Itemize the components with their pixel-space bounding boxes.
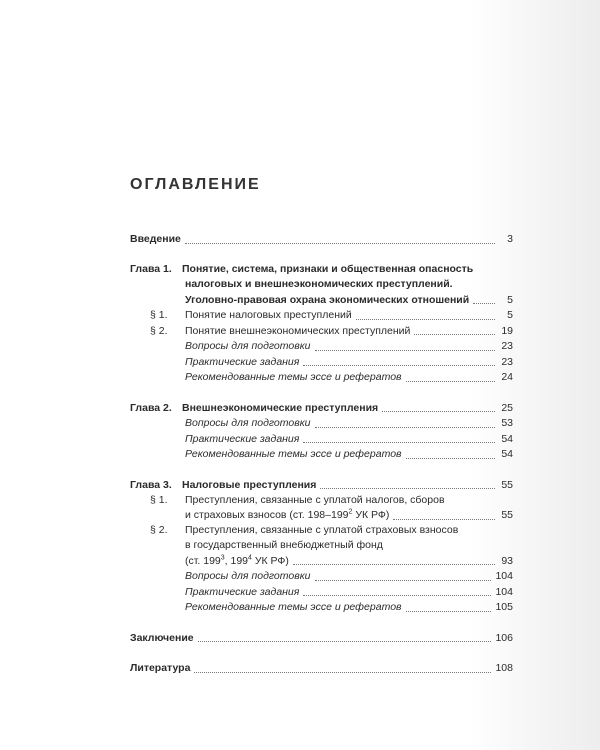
page-number: 53 (501, 417, 513, 429)
dot-leader (194, 672, 491, 673)
dot-leader (315, 350, 495, 351)
entry-label: Вопросы для подготовки (185, 417, 311, 429)
toc-entry-ch3-questions[interactable] (130, 569, 513, 585)
entry-label: Вопросы для подготовки (185, 570, 311, 582)
entry-label: Рекомендованные темы эссе и рефератов (185, 448, 402, 460)
entry-label: Практические задания (185, 585, 300, 598)
toc-entry-ch2-questions[interactable] (130, 416, 513, 432)
dot-leader (315, 427, 495, 428)
chapter-number: Глава 1. (130, 263, 172, 275)
page-number: 5 (507, 293, 513, 306)
toc-entry-chapter-2[interactable] (130, 401, 513, 417)
dot-leader (406, 458, 495, 459)
dot-leader (320, 488, 495, 489)
section-number: § 2. (150, 324, 168, 337)
section-number: § 1. (150, 493, 168, 506)
page-number: 25 (501, 401, 513, 414)
dot-leader (303, 365, 495, 366)
dot-leader (185, 243, 495, 244)
page-number: 108 (495, 662, 513, 674)
dot-leader (406, 381, 495, 382)
entry-label: Рекомендованные темы эссе и рефератов (185, 601, 402, 613)
toc-entry-chapter-1[interactable] (130, 293, 513, 309)
entry-label: Рекомендованные темы эссе и рефератов (185, 371, 402, 383)
dot-leader (406, 611, 492, 612)
chapter-number: Глава 2. (130, 401, 172, 414)
chapter-1-line-2 (130, 278, 513, 293)
chapter-title-line: налоговых и внешнеэкономических преступлений. (185, 278, 453, 290)
toc-entry-ch1-s2[interactable] (130, 324, 513, 340)
section-number: § 1. (150, 309, 168, 321)
dot-leader (382, 411, 495, 412)
page-number: 55 (501, 509, 513, 521)
ch3-s2-line-1 (130, 524, 513, 539)
toc-entry-literature[interactable] (130, 661, 513, 677)
page-number: 105 (495, 601, 513, 613)
page-title: ОГЛАВЛЕНИЕ (130, 176, 261, 193)
entry-label-line: в государственный внебюджетный фонд (185, 539, 383, 551)
entry-label: Литература (130, 662, 191, 674)
entry-label: Налоговые преступления (182, 478, 317, 491)
page-number: 24 (501, 371, 513, 383)
toc-entry-ch3-s1[interactable] (130, 508, 513, 524)
chapter-number: Глава 3. (130, 478, 172, 491)
dot-leader (473, 303, 495, 304)
toc-entry-ch2-practice[interactable] (130, 432, 513, 448)
toc-entry-ch3-topics[interactable] (130, 600, 513, 616)
toc-entry-ch1-s1[interactable] (130, 308, 513, 324)
toc-entry-ch3-practice[interactable] (130, 585, 513, 601)
page-number: 93 (501, 554, 513, 567)
toc-entry-ch3-s2[interactable] (130, 554, 513, 570)
entry-label-line: Преступления, связанные с уплатой налогов, сборов (185, 493, 445, 506)
page-number: 23 (501, 340, 513, 352)
page-number: 55 (501, 478, 513, 491)
page-number: 5 (507, 309, 513, 321)
table-of-contents (130, 232, 513, 677)
toc-entry-ch1-practice[interactable] (130, 355, 513, 371)
chapter-title-line: Понятие, система, признаки и общественная опасность (182, 263, 474, 275)
dot-leader (198, 641, 492, 642)
dot-leader (356, 319, 495, 320)
entry-label-line: и страховых взносов (ст. $198-199^2$ УК РФ) (185, 508, 390, 521)
section-number: § 2. (150, 524, 168, 536)
entry-label: Внешнеэкономические преступления (182, 401, 379, 414)
chapter-title-line: Уголовно-правовая охрана экономических отношений (185, 293, 470, 306)
ch3-s1-line-1 (130, 493, 513, 508)
toc-entry-ch2-topics[interactable] (130, 447, 513, 463)
dot-leader (303, 442, 495, 443)
entry-label: Понятие налоговых преступлений (185, 309, 352, 321)
dot-leader (393, 519, 495, 520)
dot-leader (293, 564, 495, 565)
dot-leader (303, 595, 491, 596)
entry-label: Вопросы для подготовки (185, 340, 311, 352)
page-number: 106 (495, 631, 513, 644)
toc-entry-ch1-questions[interactable] (130, 339, 513, 355)
page-number: 104 (495, 570, 513, 582)
chapter-1-line-1 (130, 263, 513, 278)
toc-entry-ch1-topics[interactable] (130, 370, 513, 386)
entry-label: Практические задания (185, 432, 300, 445)
dot-leader (315, 580, 492, 581)
toc-entry-conclusion[interactable] (130, 631, 513, 647)
entry-label-line: Преступления, связанные с уплатой страховых взносов (185, 524, 459, 536)
entry-label-line: (ст. $199^3$, $199^4$ УК РФ) (185, 554, 289, 567)
toc-entry-intro[interactable] (130, 232, 513, 248)
page-number: 54 (501, 448, 513, 460)
page-number: 23 (501, 355, 513, 368)
page-number: 19 (501, 324, 513, 337)
page-number: 3 (507, 233, 513, 245)
ch3-s2-line-2 (130, 539, 513, 554)
toc-entry-chapter-3[interactable] (130, 478, 513, 494)
dot-leader (414, 334, 495, 335)
entry-label: Заключение (130, 631, 194, 644)
entry-label: Понятие внешнеэкономических преступлений (185, 324, 411, 337)
page-number: 104 (495, 585, 513, 598)
entry-label: Введение (130, 233, 181, 245)
entry-label: Практические задания (185, 355, 300, 368)
page-number: 54 (501, 432, 513, 445)
